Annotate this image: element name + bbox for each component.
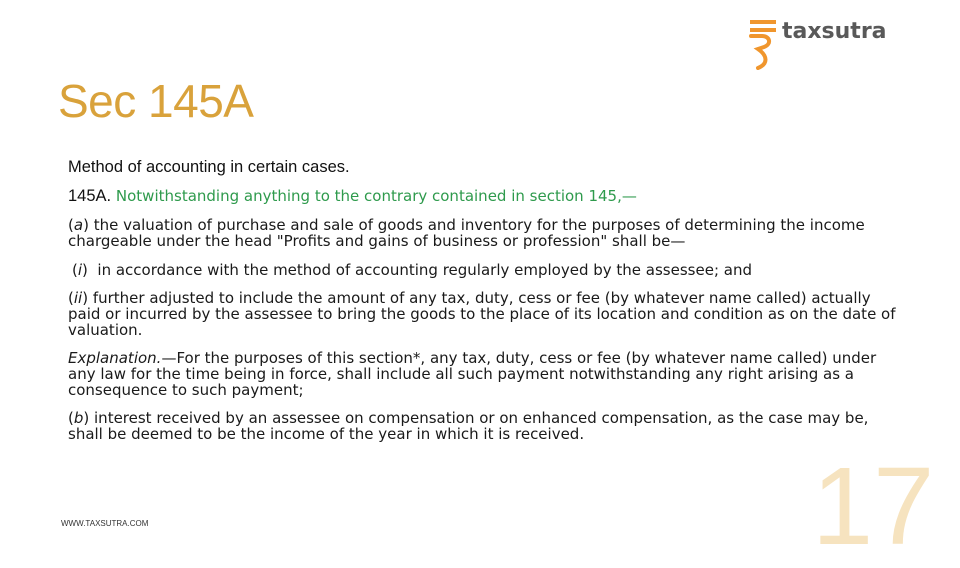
- intro-text: Notwithstanding anything to the contrary contained in section 145,—: [115, 187, 637, 205]
- explanation: [68, 350, 898, 398]
- rupee-symbol-icon: [748, 18, 780, 70]
- clause-i-marker: i: [77, 261, 83, 279]
- clause-ii-marker: ii: [73, 289, 83, 307]
- clause-a-text: the valuation of purchase and sale of goods and inventory for the purposes of determining the income chargeable under the head "Profits and gains of business or profession" shall be—: [68, 216, 865, 250]
- section-number: 145A.: [68, 187, 112, 205]
- clause-b-text: interest received by an assessee on compensation or on enhanced compensation, as the case may be, shall be deemed to be the income of the year in which it is received.: [68, 409, 869, 443]
- clause-b: (b) interest received by an assessee on compensation or on enhanced compensation, as the case may be, shall be deemed to be the income of the year in which it is received.: [68, 409, 869, 443]
- explanation-label: Explanation.: [68, 349, 162, 367]
- brand-name: taxsutra: [782, 19, 887, 44]
- clause-ii-text: further adjusted to include the amount of any tax, duty, cess or fee (by whatever name called) actually paid or incurred by the assessee to bring the goods to the place of its location and condition as on the date of valuation.: [68, 289, 896, 339]
- slide-number: 17: [812, 445, 935, 568]
- clause-a: (a) the valuation of purchase and sale of goods and inventory for the purposes of determining the income chargeable under the head "Profits and gains of business or profession" shall be—: [68, 216, 865, 250]
- clause-i: (i) in accordance with the method of accounting regularly employed by the assessee; and: [72, 261, 752, 279]
- clause-a-marker: a: [73, 216, 84, 234]
- clause-ii: (ii) further adjusted to include the amount of any tax, duty, cess or fee (by whatever name called) actually paid or incurred by the assessee to bring the goods to the place of its location and condition as on the date of valuation.: [68, 289, 896, 339]
- taxsutra-logo: [748, 18, 898, 70]
- clause-i-text: in accordance with the method of accounting regularly employed by the assessee; and: [97, 261, 752, 279]
- footer-website: WWW.TAXSUTRA.COM: [61, 519, 149, 528]
- explanation-text: —For the purposes of this section*, any tax, duty, cess or fee (by whatever name called) under any law for the time being in force, shall include all such payment notwithstanding any right arising as a consequence to such payment;: [68, 349, 877, 399]
- section-intro: [68, 188, 637, 204]
- section-heading: Method of accounting in certain cases.: [68, 158, 350, 176]
- clause-b-marker: b: [73, 409, 84, 427]
- slide-title: Sec 145A: [58, 75, 254, 127]
